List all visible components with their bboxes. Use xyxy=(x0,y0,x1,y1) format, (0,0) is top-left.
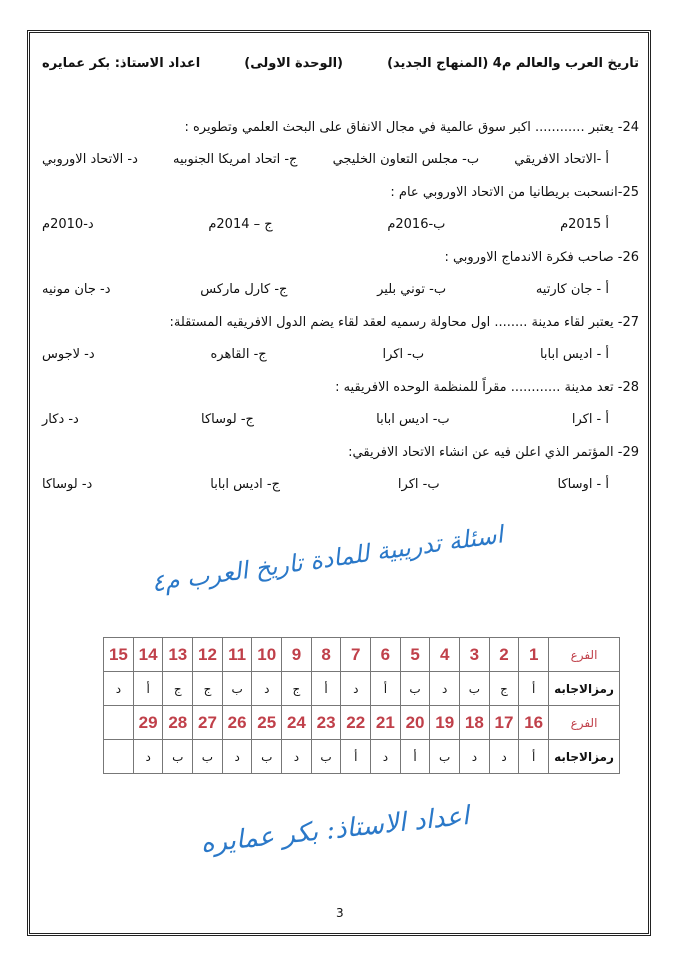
question-number-cell: 26 xyxy=(222,706,252,740)
answer-option: ب- اديس ابابا xyxy=(376,412,450,427)
answer-option: أ - اوساكا xyxy=(557,477,609,492)
author-label: اعداد الاستاذ: بكر عمايره xyxy=(42,56,201,71)
table-row xyxy=(104,638,620,672)
answer-cell: أ xyxy=(371,672,401,706)
question-number-cell xyxy=(104,706,134,740)
answer-option: ج – 2014م xyxy=(208,217,273,232)
branch-label: الفرع xyxy=(549,706,620,740)
branch-label: الفرع xyxy=(549,638,620,672)
question-number-cell: 18 xyxy=(460,706,490,740)
question-number-cell: 5 xyxy=(400,638,430,672)
answer-cell: أ xyxy=(341,740,371,774)
answer-cell: د xyxy=(133,740,163,774)
answer-option: أ 2015م xyxy=(560,217,609,232)
answer-option: ج- اديس ابابا xyxy=(210,477,280,492)
answer-cell: أ xyxy=(519,672,549,706)
question-number-cell: 12 xyxy=(193,638,223,672)
answer-label: رمزالاجابه xyxy=(549,672,620,706)
answer-option: ب-2016م xyxy=(387,217,446,232)
question-number-cell: 8 xyxy=(311,638,341,672)
question-number-cell: 10 xyxy=(252,638,282,672)
answer-cell: د xyxy=(104,672,134,706)
answer-cell: ج xyxy=(193,672,223,706)
question-number-cell: 20 xyxy=(400,706,430,740)
question-number-cell: 6 xyxy=(371,638,401,672)
answer-options xyxy=(42,281,639,299)
answer-option: د- الاتحاد الاوروبي xyxy=(42,152,138,167)
page-header xyxy=(42,56,639,71)
question-text: 26- صاحب فكرة الاندماج الاوروبي : xyxy=(444,250,639,265)
document-title: تاريخ العرب والعالم م4 (المنهاج الجديد) xyxy=(387,56,639,71)
answer-cell: ب xyxy=(430,740,460,774)
answer-option: أ - اكرا xyxy=(571,412,609,427)
question-number-cell: 11 xyxy=(222,638,252,672)
question-number-cell: 19 xyxy=(430,706,460,740)
question-number-cell: 22 xyxy=(341,706,371,740)
answer-option: د- دكار xyxy=(42,412,79,427)
answer-cell: د xyxy=(430,672,460,706)
watermark-line2: اعداد الاستاذ: بكر عمايره xyxy=(199,800,471,860)
question-number-cell: 16 xyxy=(519,706,549,740)
answer-option: ج- كارل ماركس xyxy=(200,282,288,297)
question-number-cell: 17 xyxy=(489,706,519,740)
answer-options xyxy=(42,346,639,364)
answer-cell: ب xyxy=(400,672,430,706)
answer-cell: د xyxy=(489,740,519,774)
answer-cell: ج xyxy=(163,672,193,706)
question-number-cell: 4 xyxy=(430,638,460,672)
question-number-cell: 23 xyxy=(311,706,341,740)
table-row xyxy=(104,672,620,706)
answer-cell: ب xyxy=(252,740,282,774)
question-number-cell: 15 xyxy=(104,638,134,672)
answer-option: د- لوساكا xyxy=(42,477,93,492)
answer-cell: د xyxy=(222,740,252,774)
answer-options xyxy=(42,411,639,429)
answer-cell: د xyxy=(252,672,282,706)
question-text: 27- يعتبر لقاء مدينة ........ اول محاولة رسميه لعقد لقاء يضم الدول الافريقيه المستقلة: xyxy=(169,315,639,330)
answer-options xyxy=(42,151,639,169)
question-number-cell: 24 xyxy=(282,706,312,740)
question-text: 28- تعد مدينة ............ مقراً للمنظمة الوحده الافريقيه : xyxy=(335,380,639,395)
answer-option: ج- اتحاد امريكا الجنوبيه xyxy=(172,152,298,167)
table-row xyxy=(104,706,620,740)
answer-option: أ - اديس ابابا xyxy=(539,347,609,362)
answer-cell: ب xyxy=(163,740,193,774)
question-number-cell: 1 xyxy=(519,638,549,672)
answer-label: رمزالاجابه xyxy=(549,740,620,774)
answer-option: ج- لوساكا xyxy=(201,412,254,427)
question-text: 29- المؤتمر الذي اعلن فيه عن انشاء الاتحاد الافريقي: xyxy=(348,445,639,460)
unit-label: (الوحدة الاولى) xyxy=(244,56,343,71)
question-number-cell: 28 xyxy=(163,706,193,740)
question-number-cell: 29 xyxy=(133,706,163,740)
answer-option: ب- مجلس التعاون الخليجي xyxy=(332,152,480,167)
answer-cell: ب xyxy=(222,672,252,706)
answer-cell: ب xyxy=(311,740,341,774)
answer-option: د-2010م xyxy=(42,217,94,232)
page-number: 3 xyxy=(336,906,344,920)
answer-option: د- جان مونيه xyxy=(42,282,111,297)
answer-cell: ب xyxy=(193,740,223,774)
answer-cell: د xyxy=(341,672,371,706)
answer-cell: أ xyxy=(133,672,163,706)
answer-cell: أ xyxy=(311,672,341,706)
question-list xyxy=(42,119,639,494)
question-number-cell: 27 xyxy=(193,706,223,740)
question-number-cell: 13 xyxy=(163,638,193,672)
question-number-cell: 9 xyxy=(282,638,312,672)
question-number-cell: 14 xyxy=(133,638,163,672)
answer-cell: ب xyxy=(460,672,490,706)
answer-cell: ج xyxy=(282,672,312,706)
answer-cell xyxy=(104,740,134,774)
answer-cell: د xyxy=(371,740,401,774)
answer-key-table xyxy=(103,637,620,774)
answer-cell: أ xyxy=(400,740,430,774)
answer-option: ج- القاهره xyxy=(210,347,267,362)
answer-option: ب- اكرا xyxy=(397,477,440,492)
answer-options xyxy=(42,476,639,494)
answer-cell: أ xyxy=(519,740,549,774)
answer-option: أ -الاتحاد الافريقي xyxy=(514,152,609,167)
answer-option: د- لاجوس xyxy=(42,347,95,362)
answer-options xyxy=(42,216,639,234)
answer-option: ب- توني بلير xyxy=(377,282,447,297)
question-number-cell: 21 xyxy=(371,706,401,740)
answer-option: أ - جان كارتيه xyxy=(535,282,609,297)
answer-cell: د xyxy=(282,740,312,774)
watermark-line1: اسئلة تدريبية للمادة تاريخ العرب م٤ xyxy=(149,520,505,598)
question-text: 25-انسحبت بريطانيا من الاتحاد الاوروبي عام : xyxy=(390,185,639,200)
answer-cell: ج xyxy=(489,672,519,706)
answer-option: ب- اكرا xyxy=(382,347,425,362)
question-text: 24- يعتبر ............ اكبر سوق عالمية في مجال الانفاق على البحث العلمي وتطويره : xyxy=(184,120,639,135)
question-number-cell: 3 xyxy=(460,638,490,672)
question-number-cell: 25 xyxy=(252,706,282,740)
page-content xyxy=(42,56,639,494)
question-number-cell: 2 xyxy=(489,638,519,672)
answer-cell: د xyxy=(460,740,490,774)
table-row xyxy=(104,740,620,774)
question-number-cell: 7 xyxy=(341,638,371,672)
